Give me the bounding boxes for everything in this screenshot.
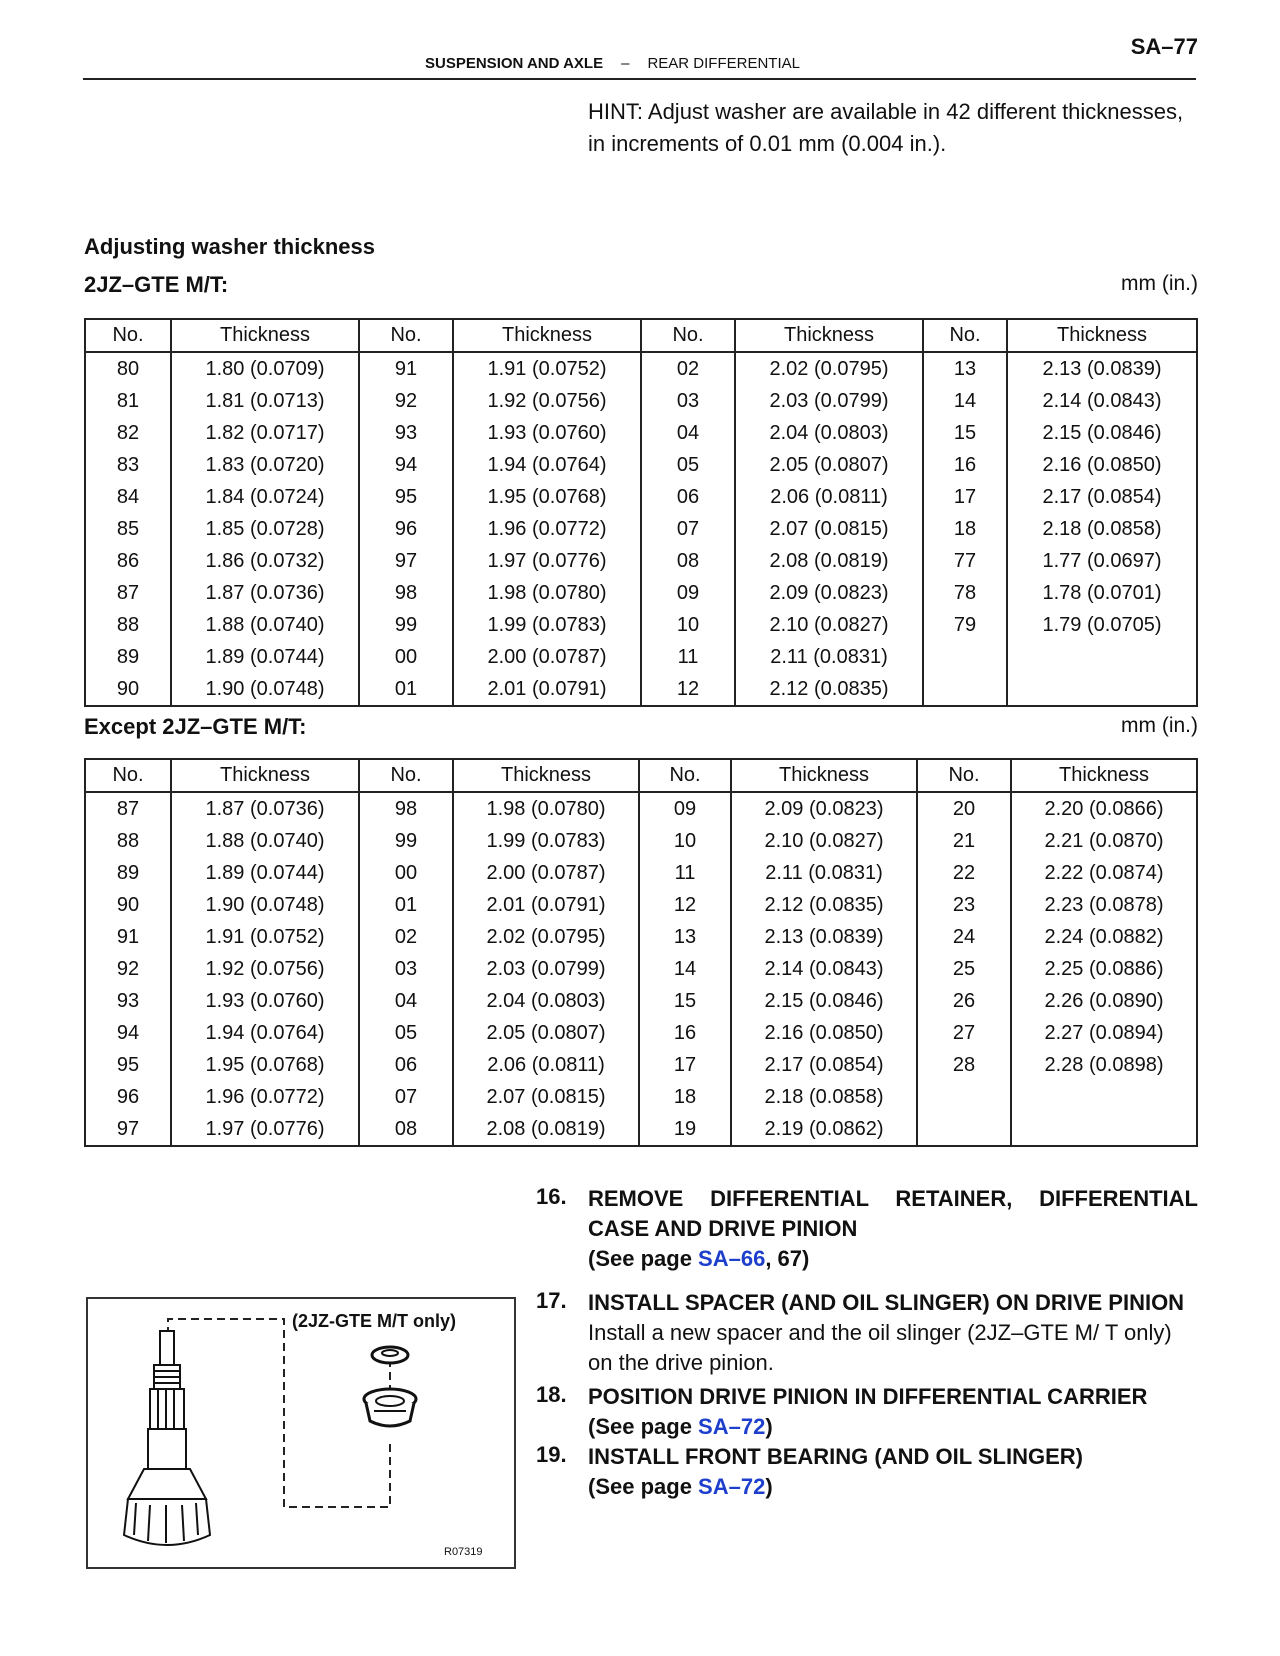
thickness-cell [1011,1113,1197,1146]
column-header: Thickness [171,319,359,352]
washer-number-cell: 06 [359,1049,453,1081]
washer-number-cell: 01 [359,889,453,921]
thickness-cell: 1.97 (0.0776) [453,545,641,577]
table-row [85,1113,1197,1146]
thickness-cell: 1.99 (0.0783) [453,825,639,857]
callout-line [168,1319,390,1507]
column-header: No. [85,759,171,792]
thickness-cell: 2.03 (0.0799) [453,953,639,985]
washer-number-cell: 12 [639,889,731,921]
washer-number-cell: 88 [85,825,171,857]
washer-number-cell: 13 [923,352,1007,385]
washer-number-cell: 05 [641,449,735,481]
column-header: Thickness [453,319,641,352]
washer-number-cell: 20 [917,792,1011,825]
washer-number-cell: 88 [85,609,171,641]
thickness-cell: 2.23 (0.0878) [1011,889,1197,921]
thickness-cell: 2.14 (0.0843) [731,953,917,985]
thickness-cell: 2.08 (0.0819) [735,545,923,577]
thickness-cell: 2.25 (0.0886) [1011,953,1197,985]
washer-number-cell: 12 [641,673,735,706]
thickness-cell: 1.80 (0.0709) [171,352,359,385]
thickness-cell: 1.89 (0.0744) [171,857,359,889]
washer-number-cell: 10 [639,825,731,857]
washer-number-cell [917,1113,1011,1146]
washer-number-cell: 85 [85,513,171,545]
washer-table-except-2jz [84,758,1198,1147]
thickness-cell: 2.03 (0.0799) [735,385,923,417]
thickness-cell: 2.17 (0.0854) [1007,481,1197,513]
washer-number-cell: 98 [359,792,453,825]
washer-number-cell: 07 [359,1081,453,1113]
step-17 [536,1288,1198,1378]
column-header: Thickness [171,759,359,792]
washer-number-cell: 83 [85,449,171,481]
thickness-cell: 2.18 (0.0858) [1007,513,1197,545]
table1-label: 2JZ–GTE M/T: [84,272,229,297]
page-number: SA–77 [1130,34,1198,59]
ref-prefix: (See page [588,1474,699,1499]
page-link-sa-72[interactable]: SA–72 [698,1474,766,1499]
washer-number-cell: 89 [85,641,171,673]
thickness-cell: 1.96 (0.0772) [453,513,641,545]
thickness-cell: 2.10 (0.0827) [735,609,923,641]
washer-number-cell: 09 [639,792,731,825]
thickness-cell: 1.88 (0.0740) [171,609,359,641]
thickness-cell: 1.86 (0.0732) [171,545,359,577]
washer-number-cell: 79 [923,609,1007,641]
thickness-cell: 2.11 (0.0831) [731,857,917,889]
washer-number-cell: 19 [639,1113,731,1146]
page-link-sa-72[interactable]: SA–72 [698,1414,766,1439]
thickness-cell: 2.14 (0.0843) [1007,385,1197,417]
thickness-cell: 2.27 (0.0894) [1011,1017,1197,1049]
washer-number-cell: 95 [85,1049,171,1081]
washer-number-cell: 08 [641,545,735,577]
figure-code: R07319 [444,1546,483,1558]
table-row [85,1017,1197,1049]
table-row [85,641,1197,673]
thickness-cell: 2.00 (0.0787) [453,857,639,889]
thickness-cell: 2.26 (0.0890) [1011,985,1197,1017]
washer-number-cell: 05 [359,1017,453,1049]
thickness-cell: 1.78 (0.0701) [1007,577,1197,609]
washer-number-cell: 07 [641,513,735,545]
washer-number-cell: 22 [917,857,1011,889]
washer-number-cell: 94 [85,1017,171,1049]
washer-number-cell: 94 [359,449,453,481]
running-header [425,55,800,72]
thickness-cell: 1.85 (0.0728) [171,513,359,545]
table-row [85,352,1197,385]
thickness-cell: 2.05 (0.0807) [735,449,923,481]
washer-number-cell: 17 [923,481,1007,513]
step-title: REMOVE DIFFERENTIAL RETAINER, DIFFERENTIAL CASE AND DRIVE PINION [588,1186,1198,1241]
thickness-cell: 1.89 (0.0744) [171,641,359,673]
table-row [85,857,1197,889]
thickness-cell: 2.19 (0.0862) [731,1113,917,1146]
column-header: No. [641,319,735,352]
thickness-cell: 2.28 (0.0898) [1011,1049,1197,1081]
spacer-icon [364,1389,416,1426]
washer-number-cell: 97 [85,1113,171,1146]
washer-number-cell: 93 [359,417,453,449]
step-text: Install a new spacer and the oil slinger (2JZ–GTE M/ T only) on the drive pinion. [588,1320,1172,1375]
washer-number-cell: 91 [359,352,453,385]
thickness-cell: 1.91 (0.0752) [171,921,359,953]
washer-number-cell: 10 [641,609,735,641]
washer-number-cell: 25 [917,953,1011,985]
thickness-cell [1007,673,1197,706]
thickness-cell: 1.81 (0.0713) [171,385,359,417]
table2-units: mm (in.) [1121,714,1198,737]
thickness-cell: 1.88 (0.0740) [171,825,359,857]
thickness-cell: 2.16 (0.0850) [1007,449,1197,481]
thickness-cell: 1.99 (0.0783) [453,609,641,641]
step-title: INSTALL SPACER (AND OIL SLINGER) ON DRIVE PINION [588,1290,1185,1315]
thickness-cell: 1.94 (0.0764) [453,449,641,481]
header-separator: – [621,55,630,72]
washer-number-cell: 78 [923,577,1007,609]
table-heading: Adjusting washer thickness [84,234,375,259]
thickness-cell: 2.12 (0.0835) [731,889,917,921]
thickness-cell: 1.98 (0.0780) [453,792,639,825]
thickness-cell: 2.13 (0.0839) [731,921,917,953]
washer-number-cell: 89 [85,857,171,889]
column-header: No. [85,319,171,352]
step-number: 18. [536,1382,567,1407]
thickness-cell: 1.83 (0.0720) [171,449,359,481]
table1-units: mm (in.) [1121,272,1198,295]
thickness-cell: 2.16 (0.0850) [731,1017,917,1049]
washer-number-cell: 16 [923,449,1007,481]
washer-number-cell: 14 [923,385,1007,417]
washer-number-cell: 00 [359,641,453,673]
drive-pinion-drawing [88,1299,514,1567]
washer-number-cell: 95 [359,481,453,513]
table-row [85,1049,1197,1081]
thickness-cell: 1.97 (0.0776) [171,1113,359,1146]
column-header: No. [359,319,453,352]
thickness-cell: 1.84 (0.0724) [171,481,359,513]
thickness-cell: 2.09 (0.0823) [731,792,917,825]
column-header: Thickness [731,759,917,792]
thickness-cell: 2.18 (0.0858) [731,1081,917,1113]
thickness-cell: 1.92 (0.0756) [171,953,359,985]
thickness-cell: 2.06 (0.0811) [735,481,923,513]
washer-table-2jz [84,318,1198,707]
table-row [85,921,1197,953]
thickness-cell [1011,1081,1197,1113]
column-header: No. [917,759,1011,792]
thickness-cell: 1.92 (0.0756) [453,385,641,417]
thickness-cell: 2.07 (0.0815) [453,1081,639,1113]
washer-number-cell: 14 [639,953,731,985]
table-row [85,792,1197,825]
washer-number-cell: 86 [85,545,171,577]
thickness-cell: 1.94 (0.0764) [171,1017,359,1049]
thickness-cell: 2.13 (0.0839) [1007,352,1197,385]
header-rule [83,78,1196,80]
thickness-cell: 2.02 (0.0795) [735,352,923,385]
washer-number-cell: 23 [917,889,1011,921]
washer-number-cell: 28 [917,1049,1011,1081]
thickness-cell: 1.95 (0.0768) [453,481,641,513]
thickness-cell: 2.05 (0.0807) [453,1017,639,1049]
table-row [85,889,1197,921]
washer-number-cell [923,641,1007,673]
thickness-cell: 2.02 (0.0795) [453,921,639,953]
table-row [85,985,1197,1017]
washer-number-cell: 03 [359,953,453,985]
washer-number-cell: 99 [359,825,453,857]
figure-callout: (2JZ-GTE M/T only) [292,1311,456,1331]
step-19 [536,1442,1198,1502]
washer-number-cell: 02 [641,352,735,385]
washer-number-cell: 18 [639,1081,731,1113]
column-header: Thickness [735,319,923,352]
thickness-cell: 1.82 (0.0717) [171,417,359,449]
washer-number-cell: 84 [85,481,171,513]
washer-number-cell: 15 [923,417,1007,449]
washer-number-cell: 03 [641,385,735,417]
step-number: 16. [536,1184,567,1209]
washer-number-cell [923,673,1007,706]
table-row [85,825,1197,857]
washer-number-cell: 11 [639,857,731,889]
washer-number-cell: 09 [641,577,735,609]
thickness-cell: 1.93 (0.0760) [171,985,359,1017]
table-row [85,1081,1197,1113]
washer-number-cell: 01 [359,673,453,706]
oil-slinger-icon [372,1347,408,1363]
thickness-cell: 1.79 (0.0705) [1007,609,1197,641]
thickness-cell: 1.95 (0.0768) [171,1049,359,1081]
table-row [85,481,1197,513]
ref-suffix: , 67) [765,1246,810,1271]
washer-number-cell: 93 [85,985,171,1017]
column-header: No. [923,319,1007,352]
table-row [85,609,1197,641]
washer-number-cell: 17 [639,1049,731,1081]
table-header [85,759,1197,792]
washer-number-cell: 91 [85,921,171,953]
column-header: No. [359,759,453,792]
washer-number-cell: 04 [359,985,453,1017]
thickness-cell: 1.87 (0.0736) [171,792,359,825]
step-18 [536,1382,1198,1442]
table-row [85,953,1197,985]
thickness-cell: 2.17 (0.0854) [731,1049,917,1081]
step-title: INSTALL FRONT BEARING (AND OIL SLINGER) [588,1444,1083,1469]
thickness-cell: 1.77 (0.0697) [1007,545,1197,577]
table2-label: Except 2JZ–GTE M/T: [84,714,307,739]
washer-number-cell: 24 [917,921,1011,953]
step-title: POSITION DRIVE PINION IN DIFFERENTIAL CARRIER [588,1384,1148,1409]
washer-number-cell: 96 [359,513,453,545]
thickness-cell: 2.06 (0.0811) [453,1049,639,1081]
step-reference [588,1412,1198,1442]
table-row [85,513,1197,545]
page-link-sa-66[interactable]: SA–66 [698,1246,766,1271]
thickness-cell: 1.93 (0.0760) [453,417,641,449]
thickness-cell: 1.96 (0.0772) [171,1081,359,1113]
thickness-cell: 2.01 (0.0791) [453,673,641,706]
washer-number-cell: 00 [359,857,453,889]
washer-number-cell: 90 [85,889,171,921]
thickness-cell: 2.08 (0.0819) [453,1113,639,1146]
column-header: Thickness [1007,319,1197,352]
washer-number-cell [917,1081,1011,1113]
step-16 [536,1184,1198,1274]
thickness-cell: 2.15 (0.0846) [1007,417,1197,449]
washer-number-cell: 96 [85,1081,171,1113]
thickness-cell: 2.10 (0.0827) [731,825,917,857]
thickness-cell: 2.04 (0.0803) [453,985,639,1017]
ref-suffix: ) [765,1414,773,1439]
washer-number-cell: 06 [641,481,735,513]
thickness-cell: 1.90 (0.0748) [171,673,359,706]
thickness-cell: 2.01 (0.0791) [453,889,639,921]
drive-pinion-icon [124,1331,210,1545]
thickness-cell: 2.21 (0.0870) [1011,825,1197,857]
washer-number-cell: 15 [639,985,731,1017]
thickness-cell: 2.22 (0.0874) [1011,857,1197,889]
thickness-cell: 1.91 (0.0752) [453,352,641,385]
table-row [85,417,1197,449]
table-row [85,385,1197,417]
thickness-cell: 2.15 (0.0846) [731,985,917,1017]
washer-number-cell: 80 [85,352,171,385]
washer-number-cell: 82 [85,417,171,449]
table-header [85,319,1197,352]
header-subsection: REAR DIFFERENTIAL [647,55,800,72]
washer-number-cell: 77 [923,545,1007,577]
table-row [85,545,1197,577]
table-row [85,449,1197,481]
washer-number-cell: 87 [85,792,171,825]
ref-prefix: (See page [588,1246,699,1271]
thickness-cell: 2.04 (0.0803) [735,417,923,449]
thickness-cell: 1.90 (0.0748) [171,889,359,921]
drive-pinion-illustration [86,1297,516,1569]
washer-number-cell: 18 [923,513,1007,545]
step-reference [588,1472,1198,1502]
thickness-cell: 2.20 (0.0866) [1011,792,1197,825]
thickness-cell [1007,641,1197,673]
ref-suffix: ) [765,1474,773,1499]
washer-number-cell: 13 [639,921,731,953]
washer-number-cell: 81 [85,385,171,417]
washer-number-cell: 04 [641,417,735,449]
thickness-cell: 1.87 (0.0736) [171,577,359,609]
thickness-cell: 2.07 (0.0815) [735,513,923,545]
step-number: 19. [536,1442,567,1467]
table-row [85,673,1197,706]
thickness-cell: 2.24 (0.0882) [1011,921,1197,953]
column-header: Thickness [453,759,639,792]
table-row [85,577,1197,609]
washer-number-cell: 97 [359,545,453,577]
washer-number-cell: 26 [917,985,1011,1017]
washer-number-cell: 21 [917,825,1011,857]
washer-number-cell: 99 [359,609,453,641]
step-number: 17. [536,1288,567,1313]
washer-number-cell: 02 [359,921,453,953]
column-header: No. [639,759,731,792]
step-reference [588,1244,1198,1274]
washer-number-cell: 87 [85,577,171,609]
washer-number-cell: 90 [85,673,171,706]
washer-number-cell: 92 [359,385,453,417]
thickness-cell: 2.12 (0.0835) [735,673,923,706]
thickness-cell: 2.00 (0.0787) [453,641,641,673]
thickness-cell: 2.11 (0.0831) [735,641,923,673]
washer-number-cell: 27 [917,1017,1011,1049]
washer-number-cell: 92 [85,953,171,985]
washer-number-cell: 08 [359,1113,453,1146]
header-section: SUSPENSION AND AXLE [425,55,604,72]
ref-prefix: (See page [588,1414,699,1439]
thickness-cell: 2.09 (0.0823) [735,577,923,609]
washer-number-cell: 16 [639,1017,731,1049]
column-header: Thickness [1011,759,1197,792]
washer-number-cell: 98 [359,577,453,609]
hint-text: HINT: Adjust washer are available in 42 different thicknesses, in increments of 0.01 mm (0.004 in.). [588,99,1184,156]
thickness-cell: 1.98 (0.0780) [453,577,641,609]
washer-number-cell: 11 [641,641,735,673]
